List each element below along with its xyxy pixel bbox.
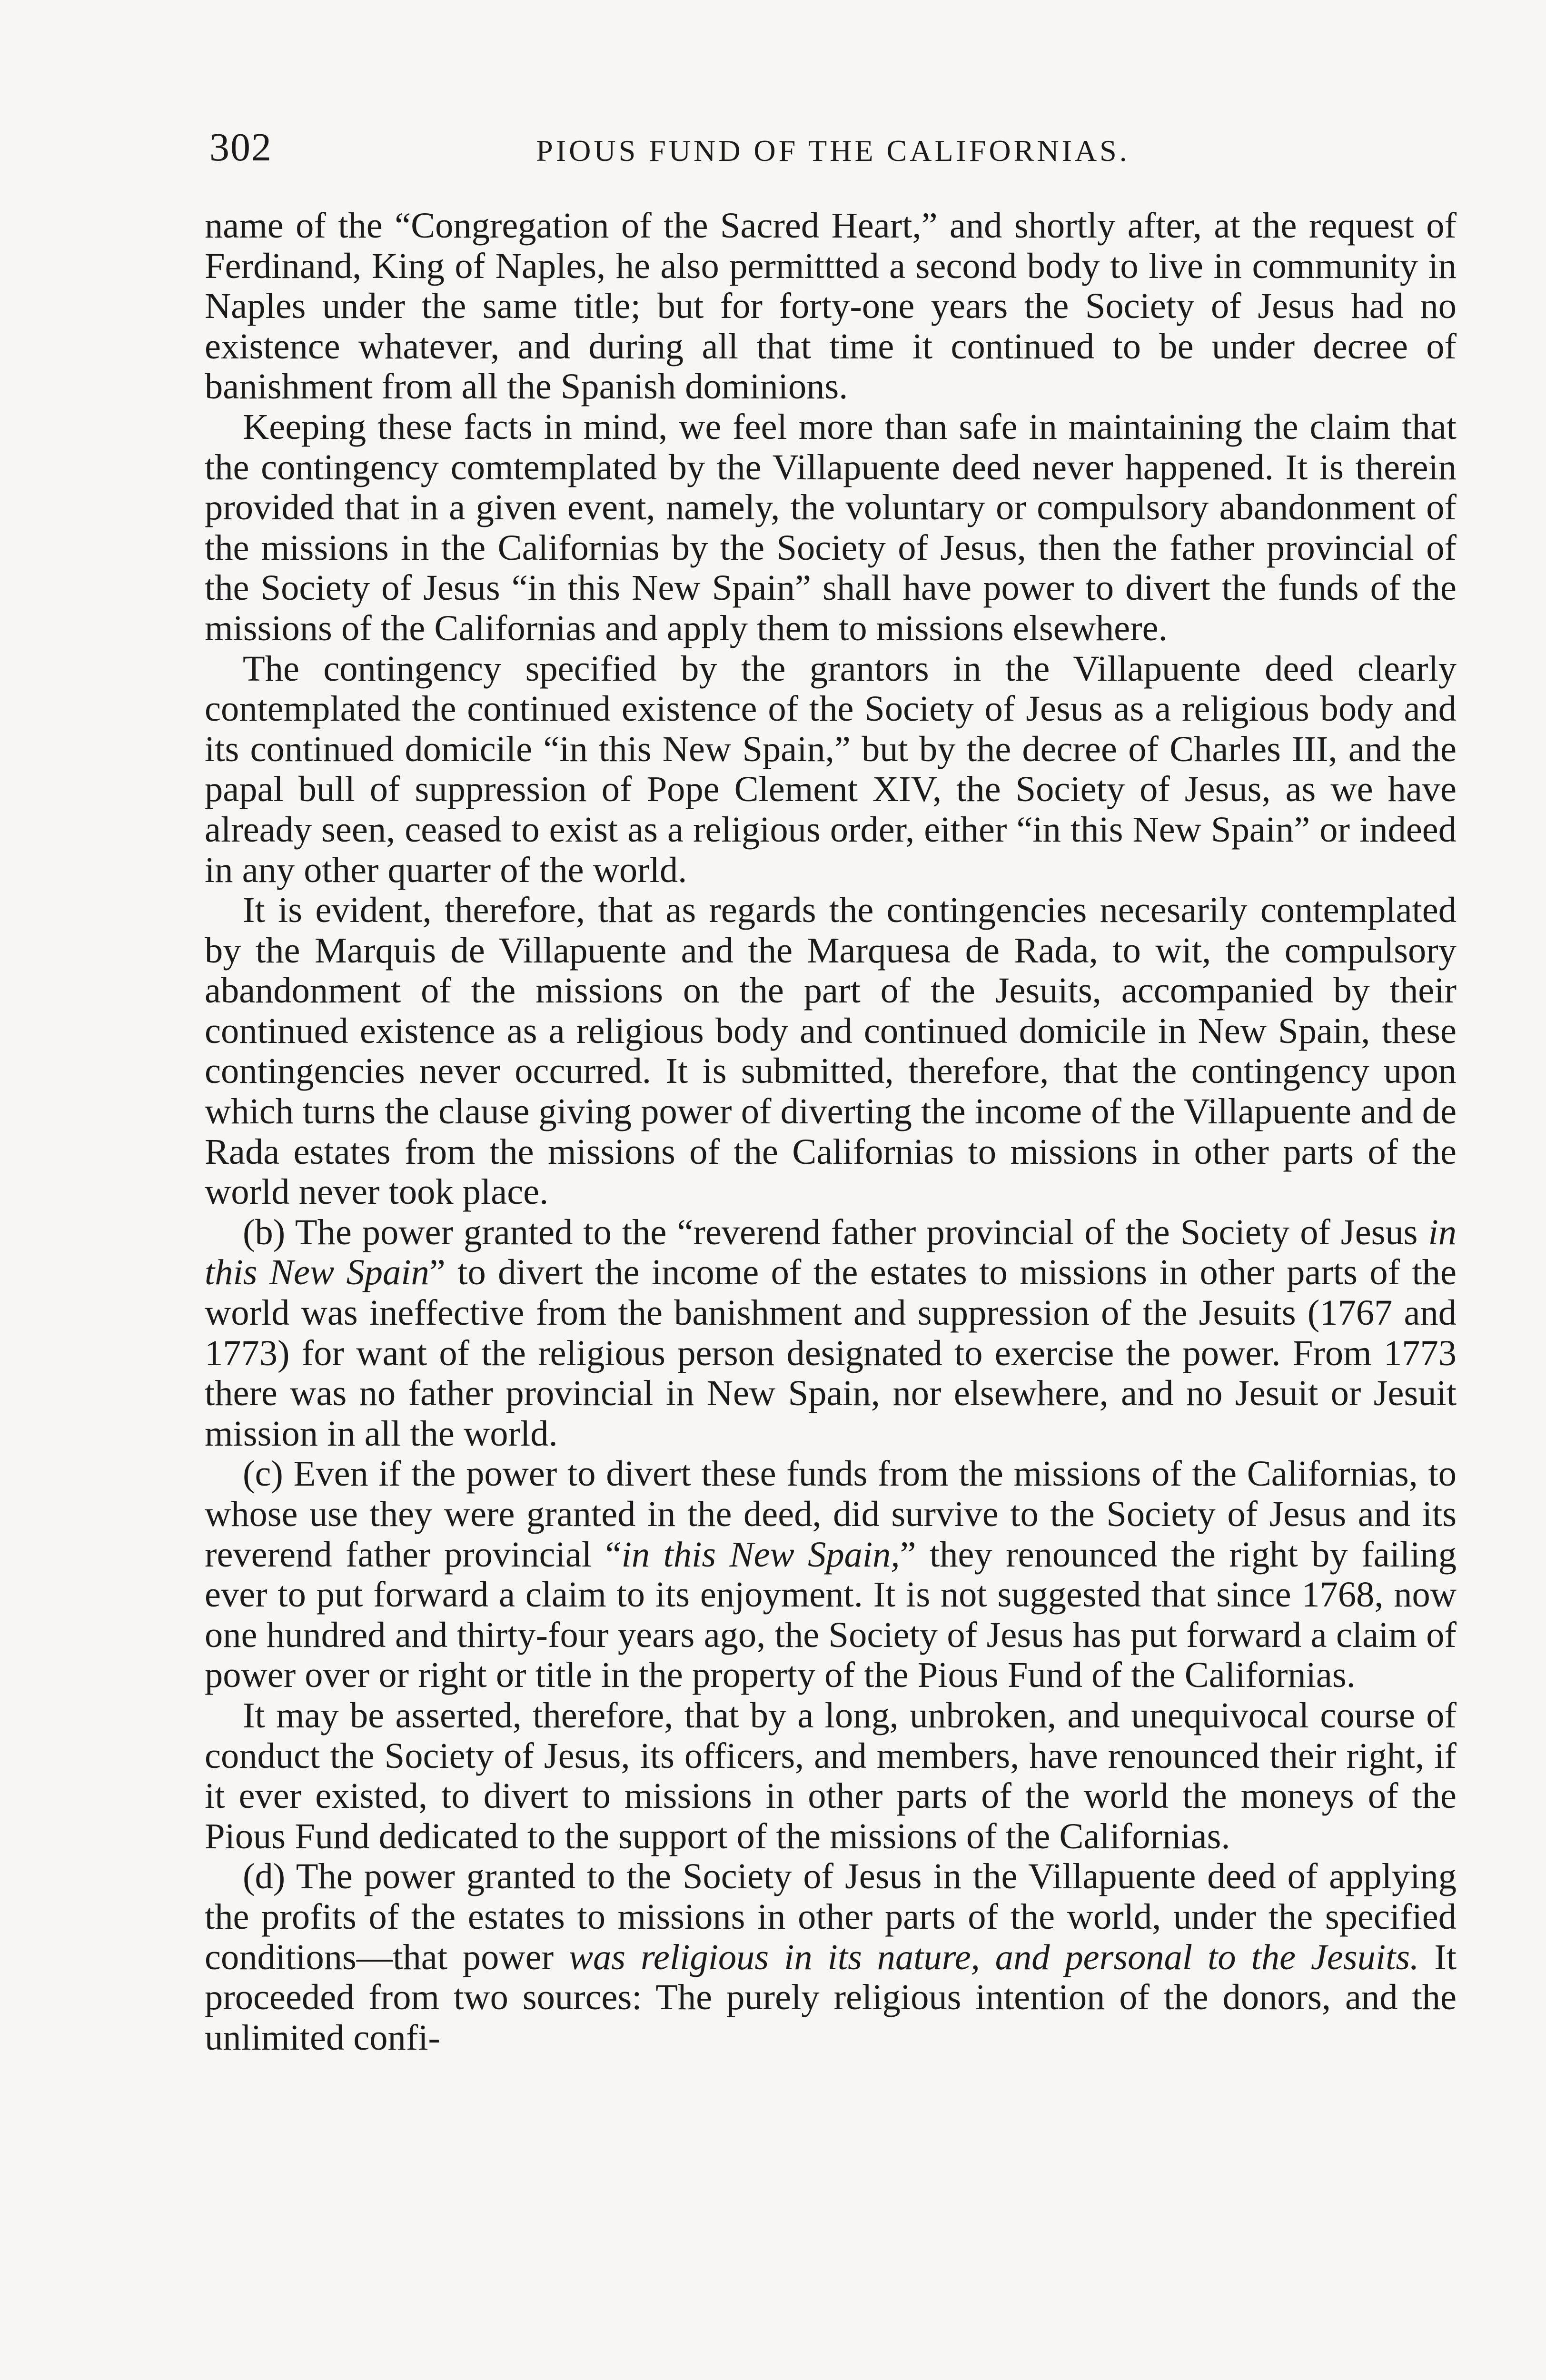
paragraph-5-text-a: (b) The power granted to the “reverend father provincial of the Society of Jesus: [243, 1211, 1428, 1252]
paragraph-5: [205, 1212, 1457, 1454]
body-text: [205, 206, 1457, 2058]
paragraph-7: It may be asserted, therefore, that by a long, unbroken, and unequivocal course of conduct the Society of Jesus, its officers, and members, have renounced their right, if it ever existed, to divert to missions in other parts of the world the moneys of the Pious Fund dedicated to the support of the missions of the Californias.: [205, 1695, 1457, 1856]
paragraph-8: [205, 1856, 1457, 2058]
paragraph-4: It is evident, therefore, that as regards the contingencies necesarily contemplated by the Marquis de Villapuente and the Marquesa de Rada, to wit, the compulsory abandonment of the missions on the part of the Jesuits, accompanied by their continued existence as a religious body and continued domicile in New Spain, these contingencies never occurred. It is submitted, therefore, that the contingency upon which turns the clause giving power of diverting the income of the Villapuente and de Rada estates from the missions of the Californias to missions in other parts of the world never took place.: [205, 890, 1457, 1212]
paragraph-6-italic: in this New Spain,: [621, 1534, 900, 1575]
paragraph-8-italic: was religious in its nature, and personal to the Jesuits.: [569, 1936, 1419, 1977]
paragraph-8-text-a: (d) The power granted to the Society of Jesus in the Villapuente deed of applying the profits of the estates to missions in other parts of the world, under the specified conditions—that power: [205, 1856, 1457, 1977]
page-header: [209, 121, 1457, 178]
paragraph-5-text-c: ” to divert the income of the estates to missions in other parts of the world was ineffective from the banishment and suppression of the Jesuits (1767 and 1773) for want of the religious person designated to exercise the power. From 1773 there was no father provincial in New Spain, nor elsewhere, and no Jesuit or Jesuit mission in all the world.: [205, 1252, 1457, 1454]
page-number: 302: [209, 125, 272, 169]
paragraph-3: The contingency specified by the grantors in the Villapuente deed clearly contemplated the continued existence of the Society of Jesus as a religious body and its continued domicile “in this New Spain,” but by the decree of Charles III, and the papal bull of suppression of Pope Clement XIV, the Society of Jesus, as we have already seen, ceased to exist as a religious order, either “in this New Spain” or indeed in any other quarter of the world.: [205, 648, 1457, 890]
paragraph-6: [205, 1454, 1457, 1696]
paragraph-6-text-a: (c) Even if the power to divert these funds from the missions of the Californias, to whose use they were granted in the deed, did survive to the Society of Jesus and its reverend father provincial “: [205, 1453, 1457, 1575]
paragraph-8-text-c: It proceeded from two sources: The purely religious intention of the donors, and the unlimited confi-: [205, 1936, 1457, 2058]
paragraph-6-text-c: ” they renounced the right by failing ever to put forward a claim to its enjoyment. It is not suggested that since 1768, now one hundred and thirty-four years ago, the Society of Jesus has put forward a claim of power over or right or title in the property of the Pious Fund of the Californias.: [205, 1534, 1457, 1696]
running-title: PIOUS FUND OF THE CALIFORNIAS.: [536, 134, 1130, 168]
paragraph-2: Keeping these facts in mind, we feel more than safe in maintaining the claim that the contingency comtemplated by the Villapuente deed never happened. It is therein provided that in a given event, namely, the voluntary or compulsory abandonment of the missions in the Californias by the Society of Jesus, then the father provincial of the Society of Jesus “in this New Spain” shall have power to divert the funds of the missions of the Californias and apply them to missions elsewhere.: [205, 406, 1457, 648]
paragraph-5-italic: in this New Spain: [205, 1211, 1457, 1293]
paragraph-1: name of the “Congregation of the Sacred Heart,” and shortly after, at the request of Ferdinand, King of Naples, he also permittted a second body to live in community in Naples under the same title; but for forty-one years the Society of Jesus had no existence whatever, and during all that time it continued to be under decree of banishment from all the Spanish dominions.: [205, 205, 1457, 407]
